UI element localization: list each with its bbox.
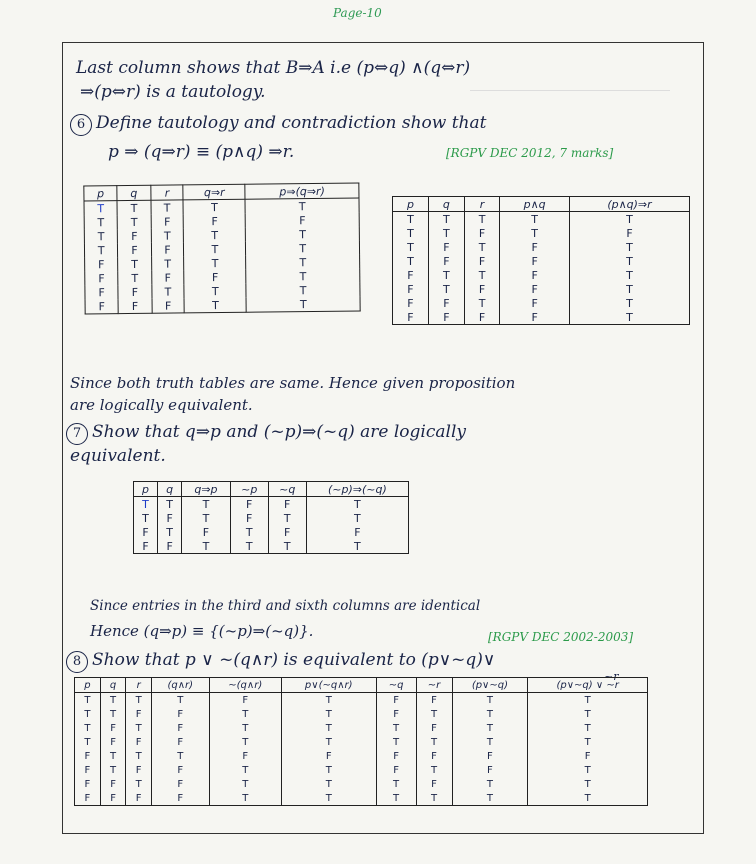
table-cell: T <box>452 791 528 806</box>
table-cell: F <box>376 693 416 708</box>
table-cell: F <box>126 735 151 749</box>
q6-expression: p ⇒ (q⇒r) ≡ (p∧q) ⇒r. <box>108 142 295 162</box>
table-cell: T <box>570 296 690 310</box>
column-header: p⇒(q⇒r) <box>245 183 359 199</box>
table-cell: T <box>118 271 151 285</box>
column-header: q⇒r <box>183 184 245 200</box>
table-cell: T <box>84 243 117 257</box>
table-cell: F <box>452 763 528 777</box>
column-header: ~r <box>416 678 452 693</box>
table-cell: T <box>452 693 528 708</box>
q7-text: Show that q⇒p and (~p)⇒(~q) are logically <box>92 422 466 442</box>
table-cell: F <box>393 296 429 310</box>
column-header: r <box>464 197 499 212</box>
table-cell: T <box>268 539 306 554</box>
table-cell: F <box>500 268 570 282</box>
table-cell: F <box>281 749 376 763</box>
table-cell: T <box>152 284 185 298</box>
table-cell: T <box>209 735 281 749</box>
table-cell: T <box>75 707 101 721</box>
table-cell: T <box>570 310 690 325</box>
table-cell: F <box>500 240 570 254</box>
table-cell: T <box>528 707 648 721</box>
table-cell: F <box>118 229 151 243</box>
table-cell: T <box>376 735 416 749</box>
table-cell: F <box>416 749 452 763</box>
table-cell: F <box>245 213 359 228</box>
truth-table-p-implies-q-implies-r <box>83 183 360 315</box>
table-row <box>85 297 360 314</box>
table-cell: T <box>416 735 452 749</box>
table-cell: F <box>158 539 182 554</box>
table-cell: T <box>184 242 246 257</box>
page-number: Page-10 <box>333 6 382 20</box>
table-cell: T <box>281 693 376 708</box>
q8-text-tail: ~r <box>604 670 619 683</box>
table-cell: T <box>158 525 182 539</box>
table-cell: F <box>134 525 158 539</box>
q8-text: Show that p ∨ ~(q∧r) is equivalent to (p∨~q)∨ <box>92 650 496 670</box>
table-cell: F <box>184 214 246 229</box>
table-cell: F <box>85 285 118 299</box>
table-cell: T <box>151 256 184 270</box>
table-cell: F <box>158 511 182 525</box>
table-cell: F <box>452 749 528 763</box>
table-row <box>75 749 648 763</box>
table-cell: T <box>268 511 306 525</box>
table-cell: T <box>393 226 429 240</box>
table-cell: T <box>570 268 690 282</box>
table-header-row <box>393 197 690 212</box>
table-cell: T <box>184 256 246 271</box>
table-cell: T <box>117 215 150 229</box>
truth-table-contrapositive <box>133 481 409 554</box>
table-cell: T <box>184 228 246 243</box>
table-cell: F <box>151 270 184 284</box>
table-cell: F <box>570 226 690 240</box>
table-cell: T <box>100 749 126 763</box>
table-cell: T <box>209 791 281 806</box>
table-cell: T <box>281 707 376 721</box>
table-cell: T <box>528 721 648 735</box>
table-cell: F <box>416 777 452 791</box>
table-cell: F <box>428 310 464 325</box>
table-cell: F <box>85 271 118 285</box>
table-cell: F <box>151 735 209 749</box>
table-cell: F <box>528 749 648 763</box>
table-cell: T <box>151 749 209 763</box>
q7-heading <box>66 422 466 445</box>
table-cell: F <box>209 749 281 763</box>
column-header: ~(q∧r) <box>209 678 281 693</box>
column-header: q <box>428 197 464 212</box>
table-cell: T <box>151 228 184 242</box>
table-cell: T <box>428 282 464 296</box>
column-header: p∧q <box>500 197 570 212</box>
table-cell: F <box>393 310 429 325</box>
table-cell: T <box>464 268 499 282</box>
table-cell: F <box>182 525 231 539</box>
column-header: r <box>126 678 151 693</box>
table-row <box>134 525 409 539</box>
q8-number: 8 <box>66 651 88 673</box>
table-cell: T <box>209 777 281 791</box>
table-cell: F <box>464 282 499 296</box>
table-cell: T <box>428 226 464 240</box>
table-cell: F <box>500 254 570 268</box>
table-cell: T <box>281 721 376 735</box>
table-cell: T <box>84 215 117 229</box>
table-cell: F <box>75 763 101 777</box>
table-cell: T <box>246 255 360 270</box>
column-header: ~q <box>376 678 416 693</box>
table-cell: T <box>376 777 416 791</box>
table-cell: F <box>126 763 151 777</box>
table-row <box>75 777 648 791</box>
table-cell: T <box>528 735 648 749</box>
column-header: p∨(~q∧r) <box>281 678 376 693</box>
table-cell: T <box>182 511 231 525</box>
table-cell: T <box>126 777 151 791</box>
table-cell: T <box>452 721 528 735</box>
table-cell: T <box>134 497 158 512</box>
table-row <box>75 791 648 806</box>
table-cell: F <box>500 310 570 325</box>
table-cell: T <box>306 511 408 525</box>
table-cell: T <box>464 296 499 310</box>
table-cell: F <box>118 243 151 257</box>
table-cell: T <box>416 791 452 806</box>
table-cell: F <box>428 254 464 268</box>
table-cell: T <box>117 200 150 215</box>
table-cell: T <box>528 791 648 806</box>
table-cell: T <box>570 282 690 296</box>
table-row <box>393 254 690 268</box>
table-cell: F <box>500 296 570 310</box>
table-cell: T <box>464 240 499 254</box>
table-cell: F <box>416 721 452 735</box>
table-cell: T <box>376 721 416 735</box>
table-cell: T <box>100 707 126 721</box>
table-cell: T <box>118 257 151 271</box>
table-cell: T <box>246 227 360 242</box>
column-header: ~p <box>230 482 268 497</box>
table-cell: T <box>230 539 268 554</box>
table-cell: T <box>452 707 528 721</box>
table-cell: F <box>118 299 151 314</box>
table-cell: T <box>126 749 151 763</box>
table-cell: F <box>428 240 464 254</box>
column-header: p <box>84 186 117 201</box>
table-cell: F <box>268 497 306 512</box>
table-cell: F <box>126 791 151 806</box>
table-cell: F <box>75 749 101 763</box>
column-header: (p∨~q) <box>452 678 528 693</box>
table-cell: T <box>246 269 360 284</box>
table-cell: F <box>118 285 151 299</box>
table-cell: T <box>75 721 101 735</box>
table-cell: F <box>100 777 126 791</box>
table-cell: F <box>230 511 268 525</box>
table-cell: F <box>151 707 209 721</box>
table-cell: T <box>570 212 690 227</box>
table-cell: F <box>376 763 416 777</box>
bleed-through-mark <box>470 90 670 151</box>
table-row <box>75 735 648 749</box>
table-cell: T <box>281 791 376 806</box>
table-cell: T <box>428 268 464 282</box>
table-cell: T <box>209 721 281 735</box>
table-row <box>393 268 690 282</box>
table-row <box>134 497 409 512</box>
column-header: q <box>158 482 182 497</box>
table-cell: T <box>230 525 268 539</box>
table-cell: F <box>209 693 281 708</box>
table-cell: T <box>306 539 408 554</box>
table-row <box>75 693 648 708</box>
truth-table-equivalence <box>74 677 648 806</box>
table-row <box>134 539 409 554</box>
table-header-row <box>134 482 409 497</box>
table-cell: F <box>85 299 118 314</box>
table-cell: F <box>75 777 101 791</box>
column-header: q⇒p <box>182 482 231 497</box>
table-cell: T <box>246 241 360 256</box>
table-row <box>75 707 648 721</box>
column-header: (p∨~q) ∨ ~r <box>528 678 648 693</box>
table-cell: T <box>452 777 528 791</box>
intro-line-2: ⇒(p⇔r) is a tautology. <box>80 82 266 102</box>
table-cell: F <box>464 226 499 240</box>
table-cell: T <box>393 212 429 227</box>
table-cell: F <box>152 298 185 313</box>
table-cell: T <box>246 297 360 313</box>
table-cell: T <box>182 497 231 512</box>
table-cell: T <box>75 693 101 708</box>
q6-conclusion-line-2: are logically equivalent. <box>70 396 253 414</box>
table-cell: T <box>281 763 376 777</box>
table-cell: F <box>151 763 209 777</box>
table-cell: F <box>184 270 246 285</box>
table-row <box>134 511 409 525</box>
table-cell: F <box>151 242 184 256</box>
table-cell: F <box>306 525 408 539</box>
table-cell: T <box>281 735 376 749</box>
table-cell: T <box>75 735 101 749</box>
column-header: (q∧r) <box>151 678 209 693</box>
column-header: p <box>393 197 429 212</box>
table-cell: F <box>393 268 429 282</box>
column-header: r <box>150 185 183 200</box>
column-header: q <box>117 185 150 200</box>
table-cell: T <box>183 199 245 214</box>
table-row <box>75 763 648 777</box>
table-cell: T <box>500 226 570 240</box>
table-cell: T <box>209 707 281 721</box>
table-cell: T <box>126 721 151 735</box>
table-cell: T <box>134 511 158 525</box>
column-header: p <box>75 678 101 693</box>
table-cell: F <box>100 791 126 806</box>
table-cell: F <box>428 296 464 310</box>
table-row <box>393 310 690 325</box>
table-cell: F <box>230 497 268 512</box>
table-header-row <box>75 678 648 693</box>
column-header: p <box>134 482 158 497</box>
table-row <box>393 240 690 254</box>
truth-table-p-and-q-implies-r <box>392 196 690 325</box>
table-cell: T <box>100 763 126 777</box>
table-cell: T <box>84 229 117 243</box>
q7-conclusion-line-1: Since entries in the third and sixth columns are identical <box>90 598 481 614</box>
q8-heading <box>66 650 495 673</box>
table-row <box>393 212 690 227</box>
table-cell: F <box>376 707 416 721</box>
table-cell: F <box>268 525 306 539</box>
table-cell: F <box>416 693 452 708</box>
column-header: ~q <box>268 482 306 497</box>
table-cell: T <box>528 777 648 791</box>
table-row <box>393 226 690 240</box>
table-cell: T <box>246 283 360 298</box>
table-cell: T <box>184 284 246 299</box>
table-cell: T <box>84 201 117 216</box>
q6-heading <box>70 113 486 136</box>
table-cell: F <box>151 214 184 228</box>
column-header: (~p)⇒(~q) <box>306 482 408 497</box>
table-cell: F <box>126 707 151 721</box>
table-cell: F <box>464 310 499 325</box>
table-cell: T <box>393 240 429 254</box>
table-cell: F <box>500 282 570 296</box>
table-cell: T <box>184 298 246 313</box>
table-cell: F <box>134 539 158 554</box>
table-cell: T <box>151 693 209 708</box>
table-cell: F <box>85 257 118 271</box>
table-cell: T <box>245 198 359 214</box>
table-row <box>393 296 690 310</box>
table-cell: T <box>528 693 648 708</box>
q7-reference: [RGPV DEC 2002-2003] <box>488 630 634 644</box>
q7-number: 7 <box>66 423 88 445</box>
table-cell: T <box>416 763 452 777</box>
table-cell: T <box>182 539 231 554</box>
table-cell: T <box>528 763 648 777</box>
intro-line-1: Last column shows that B⇒A i.e (p⇔q) ∧(q⇔r) <box>76 58 471 78</box>
q6-text: Define tautology and contradiction show that <box>96 113 487 133</box>
q6-number: 6 <box>70 114 92 136</box>
q6-conclusion-line-1: Since both truth tables are same. Hence given proposition <box>70 374 516 392</box>
table-cell: T <box>393 254 429 268</box>
q6-reference: [RGPV DEC 2012, 7 marks] <box>446 146 614 160</box>
column-header: q <box>100 678 126 693</box>
table-row <box>393 282 690 296</box>
table-cell: F <box>151 791 209 806</box>
table-cell: T <box>416 707 452 721</box>
table-cell: T <box>428 212 464 227</box>
q7-conclusion-line-2: Hence (q⇒p) ≡ {(~p)⇒(~q)}. <box>90 622 314 640</box>
table-row <box>75 721 648 735</box>
table-cell: T <box>126 693 151 708</box>
table-cell: F <box>376 749 416 763</box>
table-cell: F <box>75 791 101 806</box>
table-cell: T <box>151 200 184 215</box>
table-cell: T <box>452 735 528 749</box>
table-cell: T <box>376 791 416 806</box>
table-cell: F <box>100 735 126 749</box>
table-cell: F <box>464 254 499 268</box>
table-cell: T <box>158 497 182 512</box>
table-cell: T <box>209 763 281 777</box>
table-cell: F <box>100 721 126 735</box>
table-cell: T <box>100 693 126 708</box>
table-cell: F <box>393 282 429 296</box>
q7-text-cont: equivalent. <box>70 446 166 466</box>
table-cell: T <box>281 777 376 791</box>
table-cell: T <box>570 254 690 268</box>
table-cell: T <box>306 497 408 512</box>
table-cell: T <box>570 240 690 254</box>
table-cell: F <box>151 777 209 791</box>
table-cell: T <box>464 212 499 227</box>
column-header: (p∧q)⇒r <box>570 197 690 212</box>
table-cell: F <box>151 721 209 735</box>
table-cell: T <box>500 212 570 227</box>
